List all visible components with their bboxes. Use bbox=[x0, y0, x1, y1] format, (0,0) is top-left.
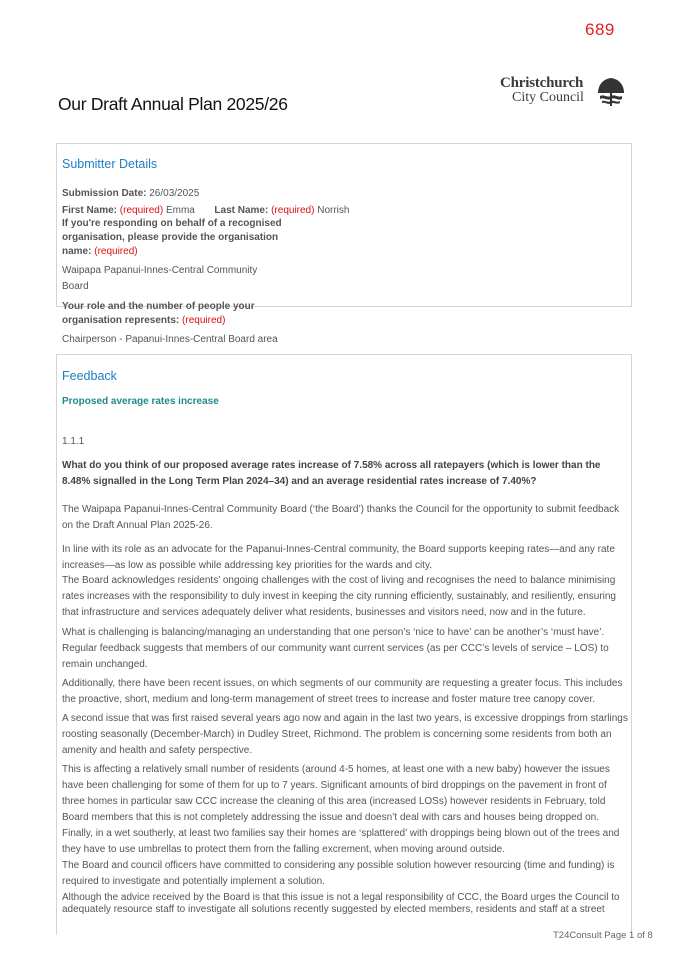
role-question-line2: organisation represents: bbox=[62, 315, 180, 326]
organisation-question bbox=[62, 217, 302, 259]
first-name-value: Emma bbox=[165, 205, 195, 216]
feedback-paragraph: Additionally, there have been recent issues, on which segments of our community are requesting a greater focus. This includes the proactive, short, medium and long-term management of street trees to increase and foster mature tree canopy cover. bbox=[62, 678, 623, 705]
page-title: Our Draft Annual Plan 2025/26 bbox=[58, 94, 288, 114]
feedback-paragraph: A second issue that was first raised several years ago now and again in the last two years, is excessive droppings from starlings roosting seasonally (December-March) in Dudley Street, Richmond. The problem is concerning some residents from both an amenity and health and safety perspective. bbox=[62, 713, 628, 756]
role-answer: Chairperson - Papanui-Innes-Central Board area bbox=[62, 334, 278, 345]
logo-line2: City Council bbox=[512, 90, 584, 105]
feedback-paragraph: In line with its role as an advocate for the Papanui-Innes-Central community, the Board supports keeping rates—and any rate increases—as low as possible while addressing key priorities for the wards and city. bbox=[62, 544, 615, 571]
question-reference: 1.1.1 bbox=[62, 436, 85, 447]
role-question-line1: Your role and the number of people your bbox=[62, 301, 255, 312]
submitter-details-heading: Submitter Details bbox=[62, 157, 158, 171]
last-name-value: Norrish bbox=[317, 205, 350, 216]
logo-line1: Christchurch bbox=[500, 75, 584, 91]
feedback-paragraph: The Waipapa Papanui-Innes-Central Community Board (‘the Board’) thanks the Council for the opportunity to submit feedback on the Draft Annual Plan 2025-26. bbox=[62, 504, 620, 531]
org-question-line2: organisation, please provide the organisation bbox=[62, 232, 279, 243]
submission-date-value: 26/03/2025 bbox=[149, 188, 200, 199]
last-name-required: (required) bbox=[271, 205, 315, 216]
organisation-name bbox=[62, 263, 257, 295]
first-name-label: First Name: bbox=[62, 205, 118, 216]
feedback-subheading: Proposed average rates increase bbox=[62, 396, 219, 407]
feedback-paragraph: This is affecting a relatively small number of residents (around 4-5 homes, at least one with a new baby) however the issues have been challenging for some of them for up to 7 years. Significant amounts of bird droppings on the pavement in front of three homes in particular saw CCC increase the cleaning of this area (increased LOSs) however residents in February, told Board members that this is not completely addressing the issue and doesn’t deal with cars and houses being dropped on. Finally, in a wet southerly, at least two families say their homes are ‘splattered’ with droppings being blown out of the trees and they have to use umbrellas to protect them from the falling excrement, when moving around outside. bbox=[62, 764, 620, 855]
role-required: (required) bbox=[182, 315, 226, 326]
council-emblem-icon bbox=[595, 76, 627, 108]
name-row bbox=[62, 204, 349, 218]
feedback-heading: Feedback bbox=[62, 369, 117, 383]
org-required: (required) bbox=[94, 246, 138, 257]
page-number: 689 bbox=[585, 20, 615, 39]
role-question bbox=[62, 300, 302, 328]
feedback-paragraph: The Board and council officers have committed to considering any possible solution however resourcing (time and funding) is required to investigate and potentially implement a solution. bbox=[62, 860, 615, 887]
org-question-line3: name: bbox=[62, 246, 92, 257]
org-name-line1: Waipapa Papanui-Innes-Central Community bbox=[62, 265, 258, 276]
feedback-paragraph: Although the advice received by the Board is that this issue is not a legal responsibility of CCC, the Board urges the Council to adequately resource staff to investigate all solutions recently suggested by elected members, residents and staff at a street bbox=[62, 892, 620, 915]
org-question-line1: If you're responding on behalf of a recognised bbox=[62, 218, 282, 229]
org-name-line2: Board bbox=[62, 281, 89, 292]
feedback-question: What do you think of our proposed average rates increase of 7.58% across all ratepayers (which is lower than the 8.48% signalled in the Long Term Plan 2024–34) and an average residential rates increase of 7.40%? bbox=[62, 460, 601, 487]
submission-date-row bbox=[62, 187, 199, 201]
feedback-paragraph: The Board acknowledges residents’ ongoing challenges with the cost of living and recognises the need to balance minimising rates increases with the responsibility to duly invest in keeping the city running efficiently, sustainably, and resiliently, ensuring that infrastructure and services adequately deliver what residents, businesses and visitors need, now and in the future. bbox=[62, 575, 616, 618]
page-footer: T24Consult Page 1 of 8 bbox=[553, 930, 653, 941]
first-name-required: (required) bbox=[119, 205, 164, 216]
submission-date-label: Submission Date: bbox=[62, 188, 147, 199]
feedback-paragraph: What is challenging is balancing/managing an understanding that one person’s ‘nice to have’ can be another’s ‘must have’. Regular feedback suggests that members of our community want current services (as per CCC’s levels of service – LOS) to remain unchanged. bbox=[62, 627, 609, 670]
christchurch-city-council-logo bbox=[500, 75, 630, 109]
last-name-label: Last Name: bbox=[214, 205, 269, 216]
